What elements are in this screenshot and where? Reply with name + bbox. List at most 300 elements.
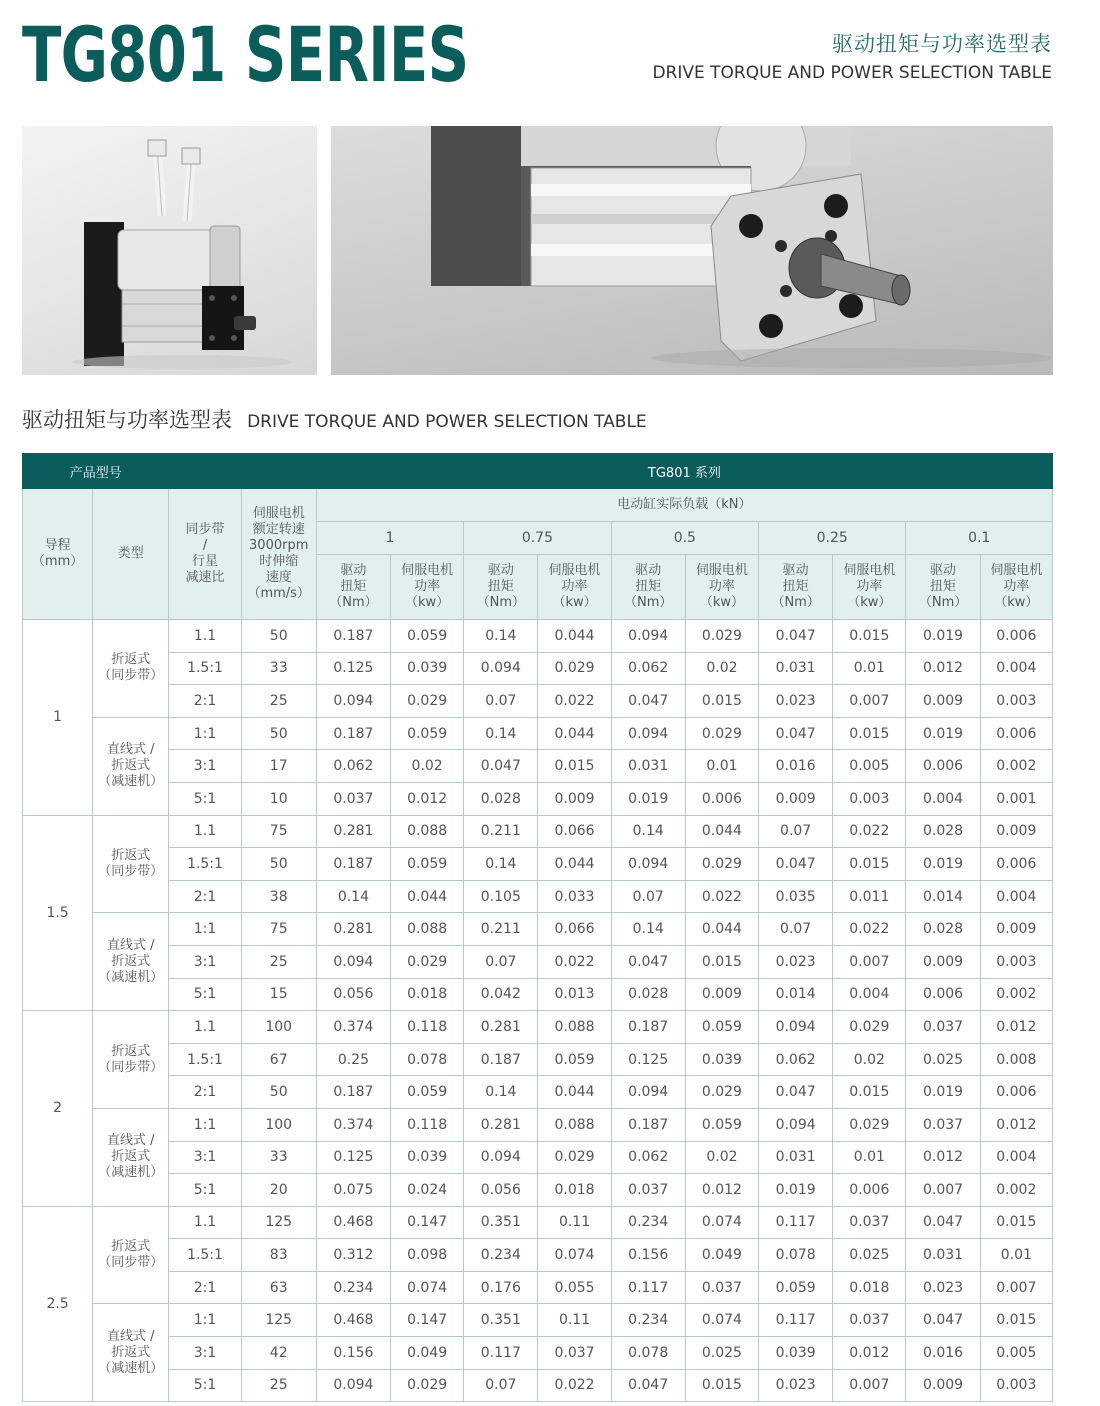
lead-cell: 2.5 xyxy=(23,1206,93,1402)
power-cell: 0.033 xyxy=(538,880,611,913)
product-photo-closeup xyxy=(331,126,1053,375)
table-row xyxy=(23,652,1053,685)
torque-cell: 0.14 xyxy=(611,815,685,848)
load-value-header: 0.75 xyxy=(464,522,611,555)
torque-cell: 0.094 xyxy=(316,1369,390,1402)
power-cell: 0.012 xyxy=(980,1011,1052,1044)
power-cell: 0.015 xyxy=(685,1369,758,1402)
table-row xyxy=(23,1043,1053,1076)
power-cell: 0.022 xyxy=(538,945,611,978)
section-title xyxy=(22,404,647,434)
torque-cell: 0.07 xyxy=(464,945,538,978)
ratio-cell: 1.1 xyxy=(169,815,241,848)
torque-cell: 0.14 xyxy=(611,913,685,946)
power-unit-header: 伺服电机 功率 （kw） xyxy=(538,555,611,620)
torque-cell: 0.006 xyxy=(906,978,980,1011)
speed-cell: 75 xyxy=(241,815,316,848)
power-cell: 0.066 xyxy=(538,913,611,946)
header-spacer xyxy=(169,454,316,489)
torque-cell: 0.374 xyxy=(316,1011,390,1044)
power-cell: 0.003 xyxy=(833,782,906,815)
torque-cell: 0.012 xyxy=(906,1141,980,1174)
power-cell: 0.006 xyxy=(833,1174,906,1207)
ratio-cell: 1.1 xyxy=(169,620,241,653)
power-cell: 0.147 xyxy=(391,1206,464,1239)
type-cell: 直线式 / 折返式 （减速机） xyxy=(93,1108,169,1206)
torque-cell: 0.007 xyxy=(906,1174,980,1207)
torque-unit-header: 驱动 扭矩 （Nm） xyxy=(906,555,980,620)
table-row xyxy=(23,1108,1053,1141)
torque-cell: 0.012 xyxy=(906,652,980,685)
table-row xyxy=(23,815,1053,848)
power-cell: 0.007 xyxy=(833,945,906,978)
torque-cell: 0.006 xyxy=(906,750,980,783)
speed-cell: 33 xyxy=(241,652,316,685)
power-cell: 0.029 xyxy=(391,685,464,718)
power-cell: 0.044 xyxy=(538,717,611,750)
power-cell: 0.088 xyxy=(391,815,464,848)
lead-header: 导程 （mm） xyxy=(23,489,93,620)
power-cell: 0.029 xyxy=(685,1076,758,1109)
power-cell: 0.029 xyxy=(391,945,464,978)
torque-cell: 0.14 xyxy=(464,717,538,750)
ratio-cell: 1.5:1 xyxy=(169,1239,241,1272)
torque-cell: 0.117 xyxy=(759,1304,833,1337)
torque-cell: 0.023 xyxy=(759,1369,833,1402)
speed-cell: 38 xyxy=(241,880,316,913)
ratio-header: 同步带 / 行星 减速比 xyxy=(169,489,241,620)
table-row xyxy=(23,1304,1053,1337)
speed-cell: 20 xyxy=(241,1174,316,1207)
power-cell: 0.004 xyxy=(980,1141,1052,1174)
torque-cell: 0.187 xyxy=(464,1043,538,1076)
lead-cell: 2 xyxy=(23,1011,93,1207)
torque-cell: 0.037 xyxy=(316,782,390,815)
torque-cell: 0.042 xyxy=(464,978,538,1011)
type-cell: 直线式 / 折返式 （减速机） xyxy=(93,913,169,1011)
selection-table xyxy=(22,453,1053,1402)
power-cell: 0.02 xyxy=(833,1043,906,1076)
power-cell: 0.029 xyxy=(685,848,758,881)
power-cell: 0.037 xyxy=(833,1206,906,1239)
power-cell: 0.022 xyxy=(685,880,758,913)
power-cell: 0.015 xyxy=(980,1206,1052,1239)
power-cell: 0.009 xyxy=(980,815,1052,848)
power-cell: 0.059 xyxy=(538,1043,611,1076)
series-title: TG801 SERIES xyxy=(22,10,469,99)
torque-cell: 0.156 xyxy=(611,1239,685,1272)
torque-cell: 0.047 xyxy=(906,1304,980,1337)
torque-cell: 0.07 xyxy=(759,913,833,946)
table-row xyxy=(23,945,1053,978)
torque-cell: 0.234 xyxy=(316,1271,390,1304)
torque-cell: 0.039 xyxy=(759,1337,833,1370)
torque-cell: 0.312 xyxy=(316,1239,390,1272)
torque-cell: 0.062 xyxy=(611,652,685,685)
torque-cell: 0.187 xyxy=(611,1011,685,1044)
power-cell: 0.066 xyxy=(538,815,611,848)
torque-cell: 0.056 xyxy=(316,978,390,1011)
torque-cell: 0.187 xyxy=(316,848,390,881)
ratio-cell: 1:1 xyxy=(169,1304,241,1337)
torque-cell: 0.14 xyxy=(464,1076,538,1109)
speed-cell: 25 xyxy=(241,1369,316,1402)
power-cell: 0.049 xyxy=(685,1239,758,1272)
ratio-cell: 5:1 xyxy=(169,978,241,1011)
power-cell: 0.02 xyxy=(391,750,464,783)
power-cell: 0.009 xyxy=(980,913,1052,946)
torque-cell: 0.094 xyxy=(611,717,685,750)
torque-cell: 0.125 xyxy=(611,1043,685,1076)
power-cell: 0.029 xyxy=(685,620,758,653)
power-cell: 0.015 xyxy=(833,848,906,881)
power-cell: 0.044 xyxy=(538,1076,611,1109)
speed-cell: 25 xyxy=(241,685,316,718)
table-row xyxy=(23,1141,1053,1174)
torque-cell: 0.07 xyxy=(759,815,833,848)
table-row xyxy=(23,782,1053,815)
ratio-cell: 1.5:1 xyxy=(169,652,241,685)
power-cell: 0.004 xyxy=(833,978,906,1011)
ratio-cell: 1:1 xyxy=(169,717,241,750)
load-value-header: 0.25 xyxy=(759,522,906,555)
torque-cell: 0.094 xyxy=(611,1076,685,1109)
torque-cell: 0.094 xyxy=(611,620,685,653)
speed-cell: 50 xyxy=(241,848,316,881)
ratio-cell: 3:1 xyxy=(169,1141,241,1174)
ratio-cell: 2:1 xyxy=(169,1076,241,1109)
speed-cell: 33 xyxy=(241,1141,316,1174)
torque-cell: 0.014 xyxy=(906,880,980,913)
table-row xyxy=(23,620,1053,653)
torque-unit-header: 驱动 扭矩 （Nm） xyxy=(316,555,390,620)
power-cell: 0.059 xyxy=(391,848,464,881)
torque-cell: 0.14 xyxy=(464,848,538,881)
type-cell: 折返式 （同步带） xyxy=(93,1011,169,1109)
power-cell: 0.003 xyxy=(980,945,1052,978)
power-cell: 0.006 xyxy=(980,717,1052,750)
power-cell: 0.088 xyxy=(538,1011,611,1044)
table-row xyxy=(23,1271,1053,1304)
power-cell: 0.022 xyxy=(833,913,906,946)
power-cell: 0.01 xyxy=(833,652,906,685)
type-cell: 折返式 （同步带） xyxy=(93,815,169,913)
torque-cell: 0.047 xyxy=(906,1206,980,1239)
torque-cell: 0.105 xyxy=(464,880,538,913)
torque-cell: 0.047 xyxy=(611,1369,685,1402)
power-cell: 0.074 xyxy=(538,1239,611,1272)
power-cell: 0.006 xyxy=(685,782,758,815)
torque-cell: 0.07 xyxy=(464,1369,538,1402)
torque-cell: 0.023 xyxy=(759,945,833,978)
power-cell: 0.01 xyxy=(980,1239,1052,1272)
torque-cell: 0.019 xyxy=(611,782,685,815)
table-row xyxy=(23,1369,1053,1402)
speed-cell: 17 xyxy=(241,750,316,783)
power-cell: 0.015 xyxy=(833,1076,906,1109)
power-cell: 0.007 xyxy=(980,1271,1052,1304)
power-cell: 0.003 xyxy=(980,1369,1052,1402)
table-row xyxy=(23,1239,1053,1272)
ratio-cell: 1:1 xyxy=(169,913,241,946)
torque-cell: 0.056 xyxy=(464,1174,538,1207)
power-cell: 0.147 xyxy=(391,1304,464,1337)
torque-cell: 0.009 xyxy=(759,782,833,815)
torque-cell: 0.176 xyxy=(464,1271,538,1304)
torque-cell: 0.187 xyxy=(316,717,390,750)
power-cell: 0.044 xyxy=(538,620,611,653)
type-cell: 直线式 / 折返式 （减速机） xyxy=(93,717,169,815)
power-cell: 0.002 xyxy=(980,1174,1052,1207)
power-unit-header: 伺服电机 功率 （kw） xyxy=(980,555,1052,620)
power-cell: 0.022 xyxy=(538,1369,611,1402)
power-cell: 0.018 xyxy=(538,1174,611,1207)
torque-unit-header: 驱动 扭矩 （Nm） xyxy=(759,555,833,620)
torque-cell: 0.019 xyxy=(906,848,980,881)
power-cell: 0.015 xyxy=(538,750,611,783)
torque-cell: 0.234 xyxy=(611,1206,685,1239)
lead-cell: 1.5 xyxy=(23,815,93,1011)
type-cell: 折返式 （同步带） xyxy=(93,1206,169,1304)
torque-cell: 0.14 xyxy=(316,880,390,913)
power-cell: 0.118 xyxy=(391,1108,464,1141)
power-cell: 0.02 xyxy=(685,1141,758,1174)
power-cell: 0.002 xyxy=(980,978,1052,1011)
torque-cell: 0.281 xyxy=(316,913,390,946)
ratio-cell: 5:1 xyxy=(169,1174,241,1207)
power-cell: 0.02 xyxy=(685,652,758,685)
torque-cell: 0.047 xyxy=(611,945,685,978)
power-cell: 0.005 xyxy=(833,750,906,783)
power-cell: 0.059 xyxy=(391,620,464,653)
torque-cell: 0.187 xyxy=(316,620,390,653)
ratio-cell: 3:1 xyxy=(169,1337,241,1370)
header-title-en: DRIVE TORQUE AND POWER SELECTION TABLE xyxy=(652,63,1052,83)
torque-cell: 0.281 xyxy=(464,1108,538,1141)
power-cell: 0.029 xyxy=(833,1108,906,1141)
table-row xyxy=(23,978,1053,1011)
model-label: 产品型号 xyxy=(23,454,169,489)
power-cell: 0.004 xyxy=(980,652,1052,685)
torque-cell: 0.047 xyxy=(759,620,833,653)
power-cell: 0.024 xyxy=(391,1174,464,1207)
power-cell: 0.059 xyxy=(685,1011,758,1044)
power-cell: 0.039 xyxy=(685,1043,758,1076)
torque-cell: 0.07 xyxy=(464,685,538,718)
torque-cell: 0.117 xyxy=(759,1206,833,1239)
torque-cell: 0.016 xyxy=(906,1337,980,1370)
torque-cell: 0.037 xyxy=(906,1108,980,1141)
power-cell: 0.012 xyxy=(833,1337,906,1370)
ratio-cell: 1.1 xyxy=(169,1011,241,1044)
torque-cell: 0.117 xyxy=(464,1337,538,1370)
torque-cell: 0.037 xyxy=(611,1174,685,1207)
torque-cell: 0.035 xyxy=(759,880,833,913)
power-cell: 0.029 xyxy=(391,1369,464,1402)
table-row xyxy=(23,685,1053,718)
table-row xyxy=(23,848,1053,881)
power-cell: 0.01 xyxy=(833,1141,906,1174)
ratio-cell: 3:1 xyxy=(169,945,241,978)
ratio-cell: 5:1 xyxy=(169,1369,241,1402)
torque-cell: 0.019 xyxy=(906,717,980,750)
torque-cell: 0.019 xyxy=(759,1174,833,1207)
load-value-header: 0.1 xyxy=(906,522,1053,555)
power-cell: 0.002 xyxy=(980,750,1052,783)
product-photo-full xyxy=(22,126,317,375)
torque-cell: 0.031 xyxy=(611,750,685,783)
type-cell: 折返式 （同步带） xyxy=(93,620,169,718)
torque-cell: 0.031 xyxy=(759,1141,833,1174)
power-cell: 0.037 xyxy=(685,1271,758,1304)
torque-cell: 0.078 xyxy=(611,1337,685,1370)
load-value-header: 0.5 xyxy=(611,522,758,555)
power-cell: 0.012 xyxy=(685,1174,758,1207)
table-row xyxy=(23,1011,1053,1044)
power-cell: 0.029 xyxy=(538,652,611,685)
torque-cell: 0.016 xyxy=(759,750,833,783)
section-title-cn: 驱动扭矩与功率选型表 xyxy=(22,408,232,432)
ratio-cell: 3:1 xyxy=(169,750,241,783)
torque-cell: 0.062 xyxy=(759,1043,833,1076)
header-title-cn: 驱动扭矩与功率选型表 xyxy=(832,32,1052,56)
torque-cell: 0.062 xyxy=(316,750,390,783)
power-cell: 0.074 xyxy=(391,1271,464,1304)
power-cell: 0.015 xyxy=(685,685,758,718)
torque-cell: 0.094 xyxy=(464,652,538,685)
torque-cell: 0.094 xyxy=(316,685,390,718)
ratio-cell: 1.1 xyxy=(169,1206,241,1239)
torque-cell: 0.075 xyxy=(316,1174,390,1207)
table-row xyxy=(23,717,1053,750)
speed-cell: 100 xyxy=(241,1011,316,1044)
torque-cell: 0.047 xyxy=(759,717,833,750)
torque-cell: 0.028 xyxy=(906,913,980,946)
torque-cell: 0.094 xyxy=(316,945,390,978)
power-cell: 0.074 xyxy=(685,1304,758,1337)
torque-cell: 0.047 xyxy=(464,750,538,783)
power-unit-header: 伺服电机 功率 （kw） xyxy=(391,555,464,620)
torque-cell: 0.014 xyxy=(759,978,833,1011)
torque-cell: 0.078 xyxy=(759,1239,833,1272)
ratio-cell: 2:1 xyxy=(169,685,241,718)
power-cell: 0.006 xyxy=(980,848,1052,881)
table-row xyxy=(23,1337,1053,1370)
torque-cell: 0.211 xyxy=(464,913,538,946)
torque-cell: 0.009 xyxy=(906,945,980,978)
load-value-header: 1 xyxy=(316,522,463,555)
torque-cell: 0.14 xyxy=(464,620,538,653)
ratio-cell: 2:1 xyxy=(169,1271,241,1304)
ratio-cell: 5:1 xyxy=(169,782,241,815)
power-cell: 0.098 xyxy=(391,1239,464,1272)
table-row xyxy=(23,880,1053,913)
torque-cell: 0.031 xyxy=(906,1239,980,1272)
torque-cell: 0.025 xyxy=(906,1043,980,1076)
speed-cell: 75 xyxy=(241,913,316,946)
power-cell: 0.059 xyxy=(391,717,464,750)
ratio-cell: 2:1 xyxy=(169,880,241,913)
power-cell: 0.006 xyxy=(980,620,1052,653)
table-row xyxy=(23,913,1053,946)
power-cell: 0.015 xyxy=(685,945,758,978)
torque-cell: 0.117 xyxy=(611,1271,685,1304)
power-cell: 0.025 xyxy=(685,1337,758,1370)
section-title-en: DRIVE TORQUE AND POWER SELECTION TABLE xyxy=(247,412,647,432)
torque-cell: 0.009 xyxy=(906,685,980,718)
table-row xyxy=(23,1076,1053,1109)
ratio-cell: 1.5:1 xyxy=(169,848,241,881)
power-cell: 0.037 xyxy=(833,1304,906,1337)
power-cell: 0.11 xyxy=(538,1304,611,1337)
power-cell: 0.015 xyxy=(833,717,906,750)
power-cell: 0.059 xyxy=(391,1076,464,1109)
series-label: TG801 系列 xyxy=(316,454,1052,489)
speed-cell: 125 xyxy=(241,1206,316,1239)
torque-cell: 0.281 xyxy=(316,815,390,848)
torque-unit-header: 驱动 扭矩 （Nm） xyxy=(464,555,538,620)
power-cell: 0.025 xyxy=(833,1239,906,1272)
power-cell: 0.055 xyxy=(538,1271,611,1304)
power-cell: 0.003 xyxy=(980,685,1052,718)
torque-cell: 0.019 xyxy=(906,620,980,653)
power-cell: 0.012 xyxy=(980,1108,1052,1141)
power-cell: 0.088 xyxy=(391,913,464,946)
power-cell: 0.044 xyxy=(685,815,758,848)
torque-cell: 0.094 xyxy=(464,1141,538,1174)
table-row xyxy=(23,1206,1053,1239)
torque-cell: 0.059 xyxy=(759,1271,833,1304)
torque-cell: 0.028 xyxy=(611,978,685,1011)
power-cell: 0.029 xyxy=(685,717,758,750)
power-unit-header: 伺服电机 功率 （kw） xyxy=(833,555,906,620)
power-cell: 0.029 xyxy=(833,1011,906,1044)
torque-cell: 0.125 xyxy=(316,1141,390,1174)
ratio-cell: 1.5:1 xyxy=(169,1043,241,1076)
load-header: 电动缸实际负载（kN） xyxy=(316,489,1052,522)
power-unit-header: 伺服电机 功率 （kw） xyxy=(685,555,758,620)
power-cell: 0.012 xyxy=(391,782,464,815)
torque-cell: 0.047 xyxy=(759,848,833,881)
power-cell: 0.022 xyxy=(833,815,906,848)
torque-cell: 0.094 xyxy=(611,848,685,881)
torque-cell: 0.351 xyxy=(464,1304,538,1337)
type-header: 类型 xyxy=(93,489,169,620)
torque-cell: 0.023 xyxy=(906,1271,980,1304)
torque-cell: 0.351 xyxy=(464,1206,538,1239)
power-cell: 0.059 xyxy=(685,1108,758,1141)
torque-cell: 0.047 xyxy=(611,685,685,718)
actuator-closeup-illustration xyxy=(331,126,1053,375)
speed-cell: 25 xyxy=(241,945,316,978)
power-cell: 0.11 xyxy=(538,1206,611,1239)
power-cell: 0.008 xyxy=(980,1043,1052,1076)
power-cell: 0.018 xyxy=(833,1271,906,1304)
power-cell: 0.013 xyxy=(538,978,611,1011)
power-cell: 0.001 xyxy=(980,782,1052,815)
torque-cell: 0.211 xyxy=(464,815,538,848)
torque-cell: 0.187 xyxy=(316,1076,390,1109)
actuator-illustration xyxy=(22,126,317,375)
power-cell: 0.044 xyxy=(685,913,758,946)
torque-cell: 0.156 xyxy=(316,1337,390,1370)
speed-cell: 50 xyxy=(241,717,316,750)
power-cell: 0.088 xyxy=(538,1108,611,1141)
torque-cell: 0.468 xyxy=(316,1206,390,1239)
torque-unit-header: 驱动 扭矩 （Nm） xyxy=(611,555,685,620)
power-cell: 0.004 xyxy=(980,880,1052,913)
torque-cell: 0.07 xyxy=(611,880,685,913)
